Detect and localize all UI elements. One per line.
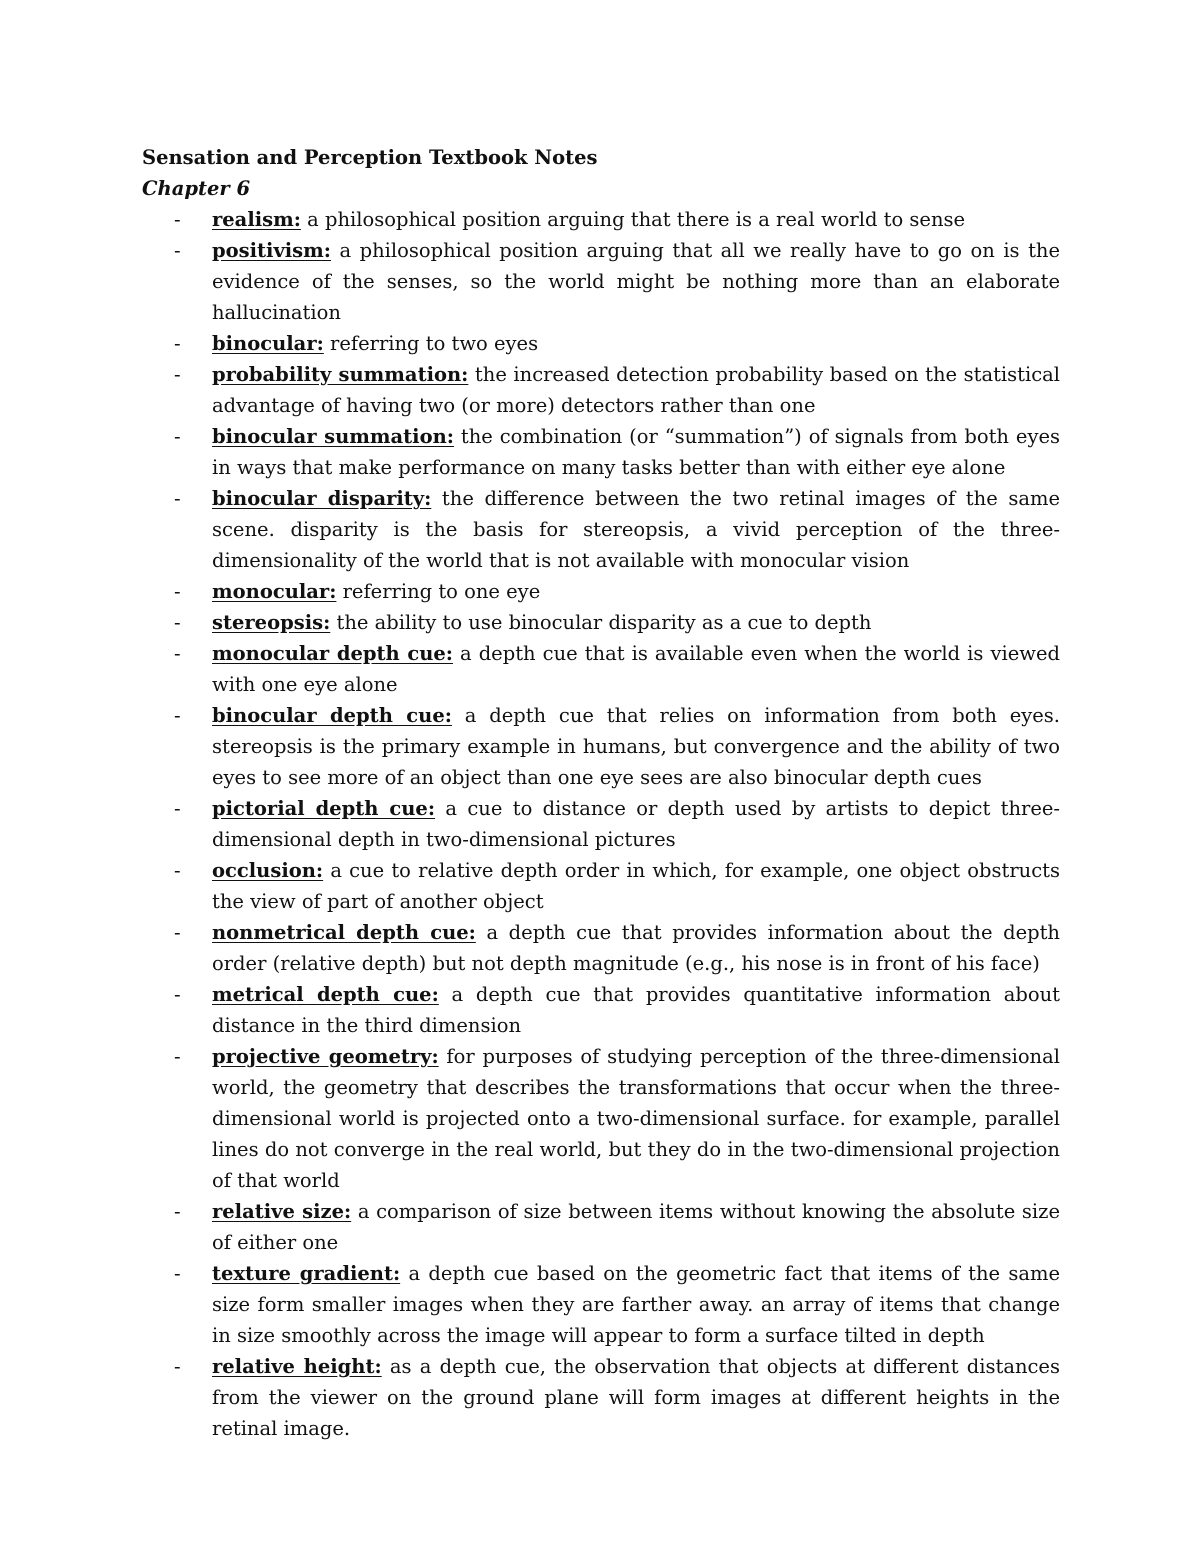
document-page (142, 142, 1060, 1444)
glossary-definition: as a depth cue, the observation that objects at different distances from the viewer on the ground plane will form images at different heights in the retinal image. (212, 1355, 1060, 1440)
list-item (142, 638, 1060, 700)
chapter-heading: Chapter 6 (142, 177, 251, 200)
glossary-term: binocular disparity: (212, 487, 432, 510)
list-dash: - (174, 363, 181, 386)
list-dash: - (174, 1200, 181, 1223)
glossary-definition: for purposes of studying perception of the three-dimensional world, the geometry that describes the transformations that occur when the three-dimensional world is projected onto a two-dimensional surface. for example, parallel lines do not converge in the real world, but they do in the two-dimensional projection of that world (212, 1045, 1060, 1192)
glossary-definition: the difference between the two retinal images of the same scene. disparity is the basis for stereopsis, a vivid perception of the three-dimensionality of the world that is not available with monocular vision (212, 487, 1061, 572)
glossary-term: binocular: (212, 332, 324, 355)
list-item (142, 793, 1060, 855)
glossary-definition: a philosophical position arguing that there is a real world to sense (307, 208, 966, 231)
list-dash: - (174, 921, 181, 944)
list-item (142, 359, 1060, 421)
list-item (142, 483, 1060, 576)
list-dash: - (174, 1262, 181, 1285)
glossary-definition: a comparison of size between items without knowing the absolute size of either one (212, 1200, 1060, 1254)
list-dash: - (174, 611, 181, 634)
list-dash: - (174, 1045, 181, 1068)
glossary-definition: a depth cue that relies on information from both eyes. stereopsis is the primary example in humans, but convergence and the ability of two eyes to see more of an object than one eye sees are also binocular depth cues (212, 704, 1061, 789)
glossary-term: occlusion: (212, 859, 324, 882)
glossary-definition: a cue to distance or depth used by artists to depict three-dimensional depth in two-dimensional pictures (212, 797, 1061, 851)
glossary-term: monocular depth cue: (212, 642, 453, 665)
list-dash: - (174, 239, 181, 262)
list-dash: - (174, 487, 181, 510)
glossary-definition: the combination (or “summation”) of signals from both eyes in ways that make performance on many tasks better than with either eye alone (212, 425, 1061, 479)
list-dash: - (174, 580, 181, 603)
list-item (142, 328, 1060, 359)
list-item (142, 1041, 1060, 1196)
glossary-term: stereopsis: (212, 611, 331, 634)
list-item (142, 979, 1060, 1041)
glossary-term: nonmetrical depth cue: (212, 921, 476, 944)
glossary-definition: a depth cue that provides information about the depth order (relative depth) but not depth magnitude (e.g., his nose is in front of his face) (212, 921, 1060, 975)
glossary-definition: a depth cue that provides quantitative information about distance in the third dimension (212, 983, 1060, 1037)
list-dash: - (174, 208, 181, 231)
list-dash: - (174, 859, 181, 882)
list-dash: - (174, 1355, 181, 1378)
glossary-term: binocular depth cue: (212, 704, 452, 727)
glossary-term: monocular: (212, 580, 337, 603)
list-item (142, 204, 1060, 235)
list-item (142, 235, 1060, 328)
list-dash: - (174, 425, 181, 448)
glossary-definition: the increased detection probability based on the statistical advantage of having two (or more) detectors rather than one (212, 363, 1061, 417)
glossary-term: binocular summation: (212, 425, 454, 448)
list-item (142, 855, 1060, 917)
glossary-definition: a cue to relative depth order in which, for example, one object obstructs the view of part of another object (212, 859, 1060, 913)
list-dash: - (174, 642, 181, 665)
list-item (142, 576, 1060, 607)
list-item (142, 1351, 1060, 1444)
glossary-term: realism: (212, 208, 301, 231)
list-dash: - (174, 983, 181, 1006)
glossary-term: relative size: (212, 1200, 352, 1223)
glossary-definition: a philosophical position arguing that all we really have to go on is the evidence of the senses, so the world might be nothing more than an elaborate hallucination (212, 239, 1061, 324)
glossary-term: probability summation: (212, 363, 469, 386)
glossary-term: relative height: (212, 1355, 382, 1378)
list-item (142, 1196, 1060, 1258)
document-title: Sensation and Perception Textbook Notes (142, 146, 598, 169)
glossary-term: texture gradient: (212, 1262, 401, 1285)
glossary-term: metrical depth cue: (212, 983, 439, 1006)
glossary-definition: referring to one eye (342, 580, 541, 603)
glossary-definition: referring to two eyes (330, 332, 539, 355)
glossary-list (142, 204, 1060, 1444)
glossary-definition: a depth cue that is available even when the world is viewed with one eye alone (212, 642, 1060, 696)
glossary-term: pictorial depth cue: (212, 797, 436, 820)
glossary-definition: the ability to use binocular disparity as a cue to depth (336, 611, 872, 634)
list-item (142, 421, 1060, 483)
list-dash: - (174, 332, 181, 355)
list-item (142, 917, 1060, 979)
list-dash: - (174, 797, 181, 820)
glossary-definition: a depth cue based on the geometric fact that items of the same size form smaller images when they are farther away. an array of items that change in size smoothly across the image will appear to form a surface tilted in depth (212, 1262, 1060, 1347)
list-item (142, 607, 1060, 638)
list-item (142, 700, 1060, 793)
list-dash: - (174, 704, 181, 727)
list-item (142, 1258, 1060, 1351)
glossary-term: projective geometry: (212, 1045, 439, 1068)
glossary-term: positivism: (212, 239, 331, 262)
